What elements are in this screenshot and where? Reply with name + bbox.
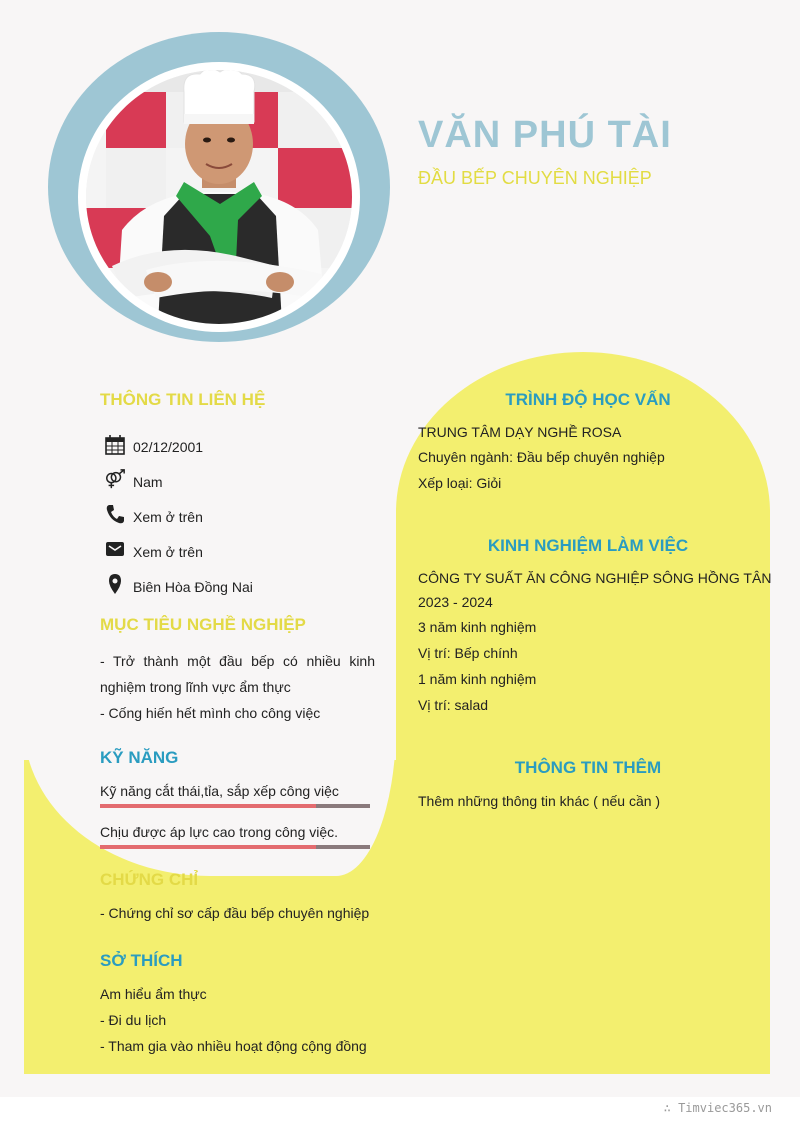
skills-section-title: KỸ NĂNG <box>100 748 179 767</box>
hobby-item: - Đi du lịch <box>100 1012 167 1028</box>
extra-info-text: Thêm những thông tin khác ( nếu cần ) <box>418 793 661 809</box>
skill-bar <box>100 845 370 849</box>
contact-address: Biên Hòa Đồng Nai <box>133 579 253 595</box>
contact-birthdate: 02/12/2001 <box>133 439 204 455</box>
contact-phone[interactable]: Xem ở trên <box>133 509 203 525</box>
skill-label: Kỹ năng cắt thái,tỉa, sắp xếp công việc <box>100 783 339 799</box>
objective-section-title: MỤC TIÊU NGHỀ NGHIỆP <box>100 615 306 634</box>
experience-line: Vị trí: salad <box>418 697 489 713</box>
chef-photo <box>86 70 352 324</box>
education-major: Chuyên ngành: Đầu bếp chuyên nghiệp <box>418 449 665 465</box>
objective-line: - Trở thành một đầu bếp có nhiều kinh nghiệm trong lĩnh vực ẩm thực <box>100 653 375 695</box>
candidate-name: VĂN PHÚ TÀI <box>418 114 672 156</box>
education-school: TRUNG TÂM DẠY NGHỀ ROSA <box>418 424 622 440</box>
education-section-title: TRÌNH ĐỘ HỌC VẤN <box>505 390 671 409</box>
skill-bar-fill <box>100 804 316 808</box>
experience-line: 1 năm kinh nghiệm <box>418 671 537 687</box>
hobby-item: Am hiểu ẩm thực <box>100 986 207 1002</box>
skill-label: Chịu được áp lực cao trong công việc. <box>100 824 339 840</box>
contact-email[interactable]: Xem ở trên <box>133 544 203 560</box>
objective-text <box>100 648 375 726</box>
experience-line: Vị trí: Bếp chính <box>418 645 518 661</box>
gender-icon <box>104 468 126 490</box>
email-icon <box>104 538 126 560</box>
calendar-icon <box>104 434 126 456</box>
certificate-item: - Chứng chỉ sơ cấp đầu bếp chuyên nghiệp <box>100 905 370 921</box>
hobby-item: - Tham gia vào nhiều hoạt động cộng đồng <box>100 1038 367 1054</box>
experience-line: 3 năm kinh nghiệm <box>418 619 537 635</box>
certificates-section-title: CHỨNG CHỈ <box>100 870 199 889</box>
job-title: ĐẦU BẾP CHUYÊN NGHIỆP <box>418 168 652 188</box>
experience-section-title: KINH NGHIỆM LÀM VIỆC <box>487 536 689 555</box>
experience-company: CÔNG TY SUẤT ĂN CÔNG NGHIỆP SÔNG HỒNG TÂN <box>418 570 772 586</box>
skill-bar <box>100 804 370 808</box>
education-grade: Xếp loại: Giỏi <box>418 475 502 491</box>
location-pin-icon <box>104 573 126 595</box>
extra-info-section-title: THÔNG TIN THÊM <box>514 758 662 777</box>
contact-section-title: THÔNG TIN LIÊN HỆ <box>100 390 266 409</box>
skill-bar-fill <box>100 845 316 849</box>
avatar <box>86 70 352 324</box>
hobbies-section-title: SỞ THÍCH <box>100 951 183 970</box>
contact-gender: Nam <box>133 474 163 490</box>
phone-icon <box>104 503 126 525</box>
watermark: ∴ Timviec365.vn <box>663 1101 772 1115</box>
experience-period: 2023 - 2024 <box>418 594 493 610</box>
objective-line: - Cống hiến hết mình cho công việc <box>100 705 321 721</box>
